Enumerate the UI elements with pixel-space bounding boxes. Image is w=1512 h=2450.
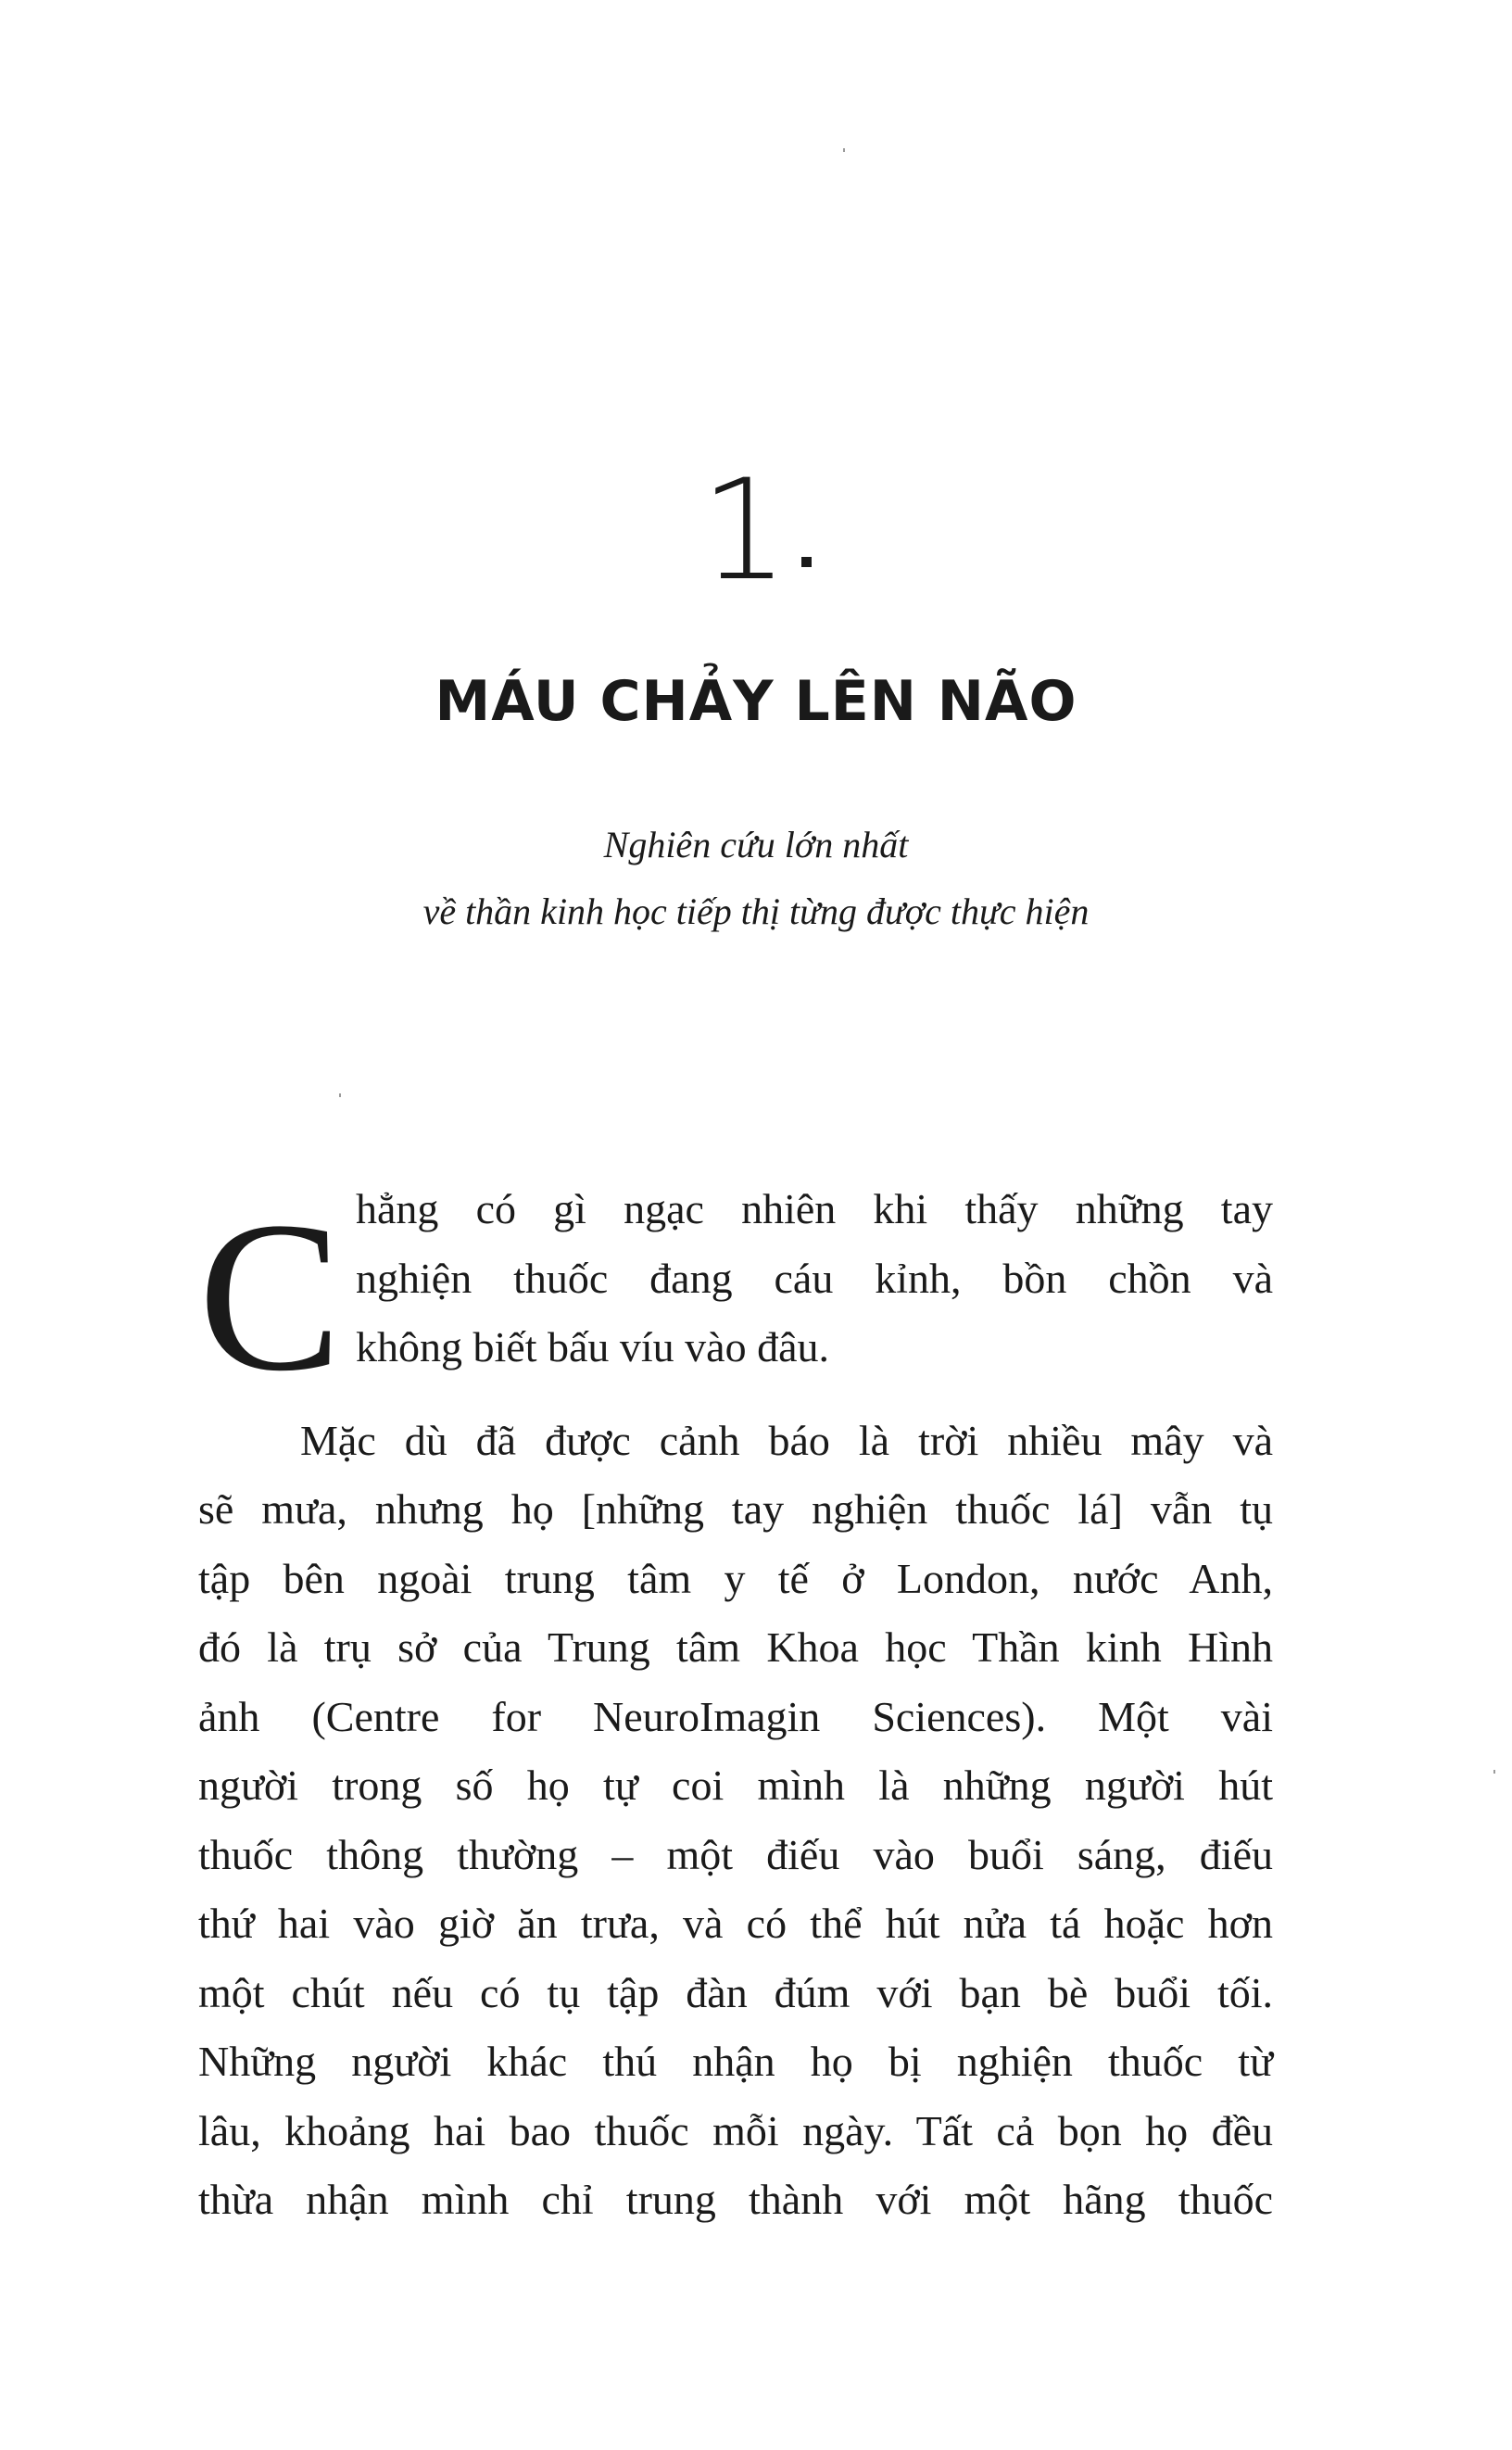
drop-cap: C	[198, 1178, 342, 1416]
text-line: người trong số họ tự coi mình là những người hút	[198, 1762, 1273, 1809]
text-line: Những người khác thú nhận họ bị nghiện thuốc từ	[198, 2038, 1273, 2085]
subtitle-line: về thần kinh học tiếp thị từng được thực hiện	[422, 890, 1090, 932]
chapter-number-value: 1	[699, 450, 791, 612]
scan-speck	[339, 1093, 341, 1097]
first-paragraph	[198, 1175, 1273, 1383]
second-paragraph	[198, 1407, 1273, 2235]
text-line: thứ hai vào giờ ăn trưa, và có thể hút nửa tá hoặc hơn	[198, 1900, 1273, 1947]
scan-speck	[1493, 1770, 1495, 1774]
chapter-subtitle	[0, 812, 1512, 945]
subtitle-line: Nghiên cứu lớn nhất	[603, 824, 909, 865]
text-line: đó là trụ sở của Trung tâm Khoa học Thần kinh Hình	[198, 1623, 1273, 1671]
text-line: không biết bấu víu vào đâu.	[356, 1323, 830, 1370]
text-line: sẽ mưa, nhưng họ [những tay nghiện thuốc lá] vẫn tụ	[198, 1485, 1273, 1533]
text-line: một chút nếu có tụ tập đàn đúm với bạn bè buổi tối.	[198, 1968, 1273, 2016]
text-line: ảnh (Centre for NeuroImagin Sciences). Một vài	[198, 1692, 1273, 1740]
chapter-title: MÁU CHẢY LÊN NÃO	[435, 669, 1077, 734]
scan-speck	[843, 148, 845, 152]
text-line: lâu, khoảng hai bao thuốc mỗi ngày. Tất cả bọn họ đều	[198, 2106, 1273, 2154]
text-line: Mặc dù đã được cảnh báo là trời nhiều mây và	[300, 1416, 1273, 1464]
chapter-number	[0, 450, 1512, 612]
body-text	[198, 1175, 1273, 2235]
text-line: thừa nhận mình chỉ trung thành với một hãng thuốc	[198, 2176, 1273, 2223]
text-line: thuốc thông thường – một điếu vào buổi sáng, điếu	[198, 1830, 1273, 1878]
text-line: nghiện thuốc đang cáu kỉnh, bồn chồn và	[356, 1254, 1273, 1302]
text-line: hẳng có gì ngạc nhiên khi thấy những tay	[356, 1185, 1273, 1232]
chapter-number-dot	[801, 557, 812, 567]
text-line: tập bên ngoài trung tâm y tế ở London, nước Anh,	[198, 1554, 1273, 1602]
